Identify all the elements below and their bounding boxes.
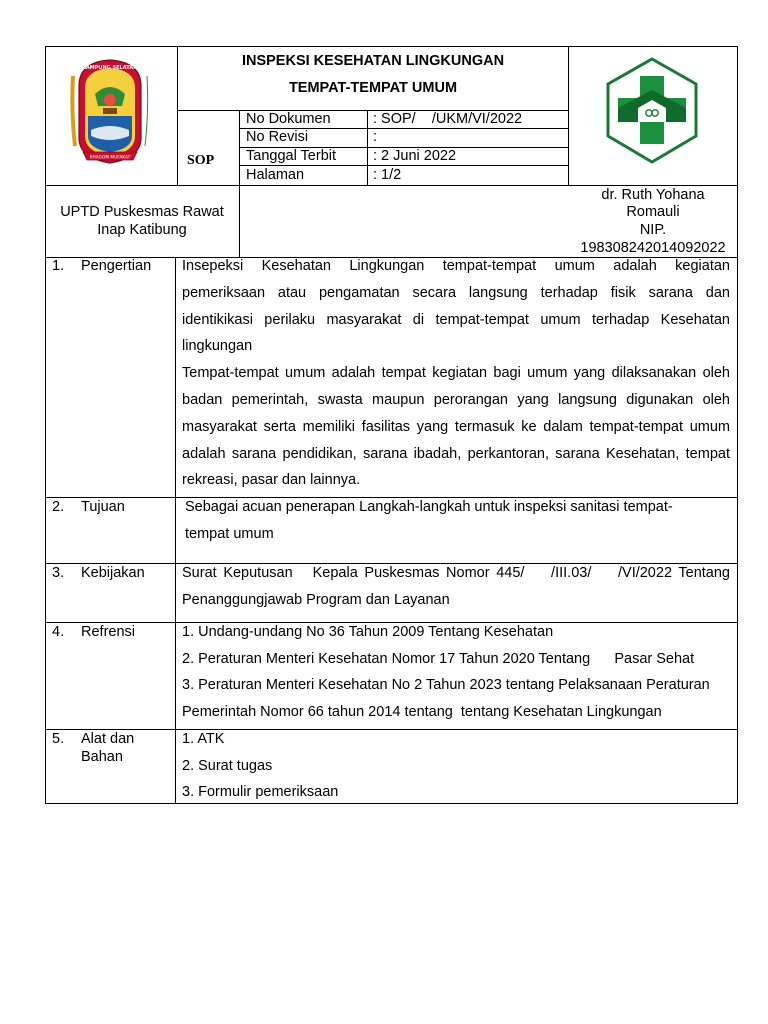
emblem-motto: KHAGOM MUFAKAT [89,155,131,161]
signer-name-line1: dr. Ruth Yohana [601,187,705,203]
section-number: 1. [52,258,65,274]
divider [737,258,738,804]
section-number: 5. [52,731,65,747]
list-item: 3. Peraturan Menteri Kesehatan No 2 Tahun 2023 tentang Pelaksanaan Peraturan [182,677,710,693]
doc-title-line2: TEMPAT-TEMPAT UMUM [288,80,458,96]
section-number: 3. [52,565,65,581]
text-line: Surat Keputusan Kepala Puskesmas Nomor 445/ /III.03/ /VI/2022 Tentang [182,565,730,581]
divider [240,165,568,166]
text-line: Penanggungjawab Program dan Layanan [182,591,450,608]
purpose-text [185,494,673,547]
doc-info-value: : 1/2 [373,167,402,183]
definition-paragraph: Tempat-tempat umum adalah tempat kegiatan bagi umum yang dilaksanakan oleh badan pemerintah, swasta maupun perorangan yang langsung digunakan oleh masyarakat serta memiliki fasilitas yang termasuk ke dalam tempat-tempat umum adalah sarana pendidikan, sarana ibadah, perkantoran, sarana Kesehatan, tempat rekreasi, pasar dan lainnya. [182,365,730,489]
divider [45,185,738,186]
policy-text [182,560,730,613]
list-item: 2. Surat tugas [182,757,273,774]
section-label: Alat dan [81,731,135,747]
emblem-top-text: LAMPUNG SELATAN [82,65,138,71]
definition-text [182,253,730,494]
reference-list [182,619,710,725]
section-label: Kebijakan [81,565,145,581]
nip-label: NIP. [639,222,667,238]
section-label: Bahan [81,749,123,765]
text-line: Sebagai acuan penerapan Langkah-langkah untuk inspeksi sanitasi tempat- [185,499,673,515]
doc-title-line1: INSPEKSI KESEHATAN LINGKUNGAN [241,53,505,69]
district-emblem-icon [69,56,151,166]
list-item: 1. Undang-undang No 36 Tahun 2009 Tentang Kesehatan [182,624,554,640]
doc-info-value: : 2 Juni 2022 [373,148,457,164]
divider [239,110,240,258]
list-item: 1. ATK [182,731,225,747]
section-label: Refrensi [81,624,135,640]
doc-info-value: : SOP/ /UKM/VI/2022 [373,111,523,127]
doc-info-value: : [373,129,378,145]
signer-name-line2: Romauli [626,204,680,220]
divider [45,258,46,804]
section-label: Pengertian [81,258,152,274]
puskesmas-cross-logo-icon [604,56,700,166]
list-item: 3. Formulir pemeriksaan [182,784,339,800]
list-item: Pemerintah Nomor 66 tahun 2014 tentang tentang Kesehatan Lingkungan [182,703,662,720]
section-number: 2. [52,499,65,515]
definition-paragraph: Insepeksi Kesehatan Lingkungan tempat-tempat umum adalah kegiatan pemeriksaan atau pengamatan secara langsung terhadap fisik sarana dan identikikasi perilaku masyarakat di tempat-tempat umum terhadap Kesehatan lingkungan [182,258,730,355]
divider [175,258,176,804]
list-item: 2. Peraturan Menteri Kesehatan Nomor 17 Tahun 2020 Tentang Pasar Sehat [182,650,695,667]
sop-label: SOP [187,153,215,168]
org-name-line1: UPTD Puskesmas Rawat [60,204,224,220]
divider [568,46,569,186]
divider [367,110,368,186]
doc-info-label: Halaman [246,167,305,183]
text-line: tempat umum [185,525,274,542]
doc-info-label: Tanggal Terbit [246,148,337,164]
doc-info-label: No Revisi [246,129,309,145]
tools-list [182,726,338,806]
divider [45,803,738,804]
section-number: 4. [52,624,65,640]
section-label: Tujuan [81,499,125,515]
doc-info-label: No Dokumen [246,111,331,127]
nip-value: 198308242014092022 [580,240,726,256]
divider [45,729,738,730]
org-name-line2: Inap Katibung [97,222,187,238]
